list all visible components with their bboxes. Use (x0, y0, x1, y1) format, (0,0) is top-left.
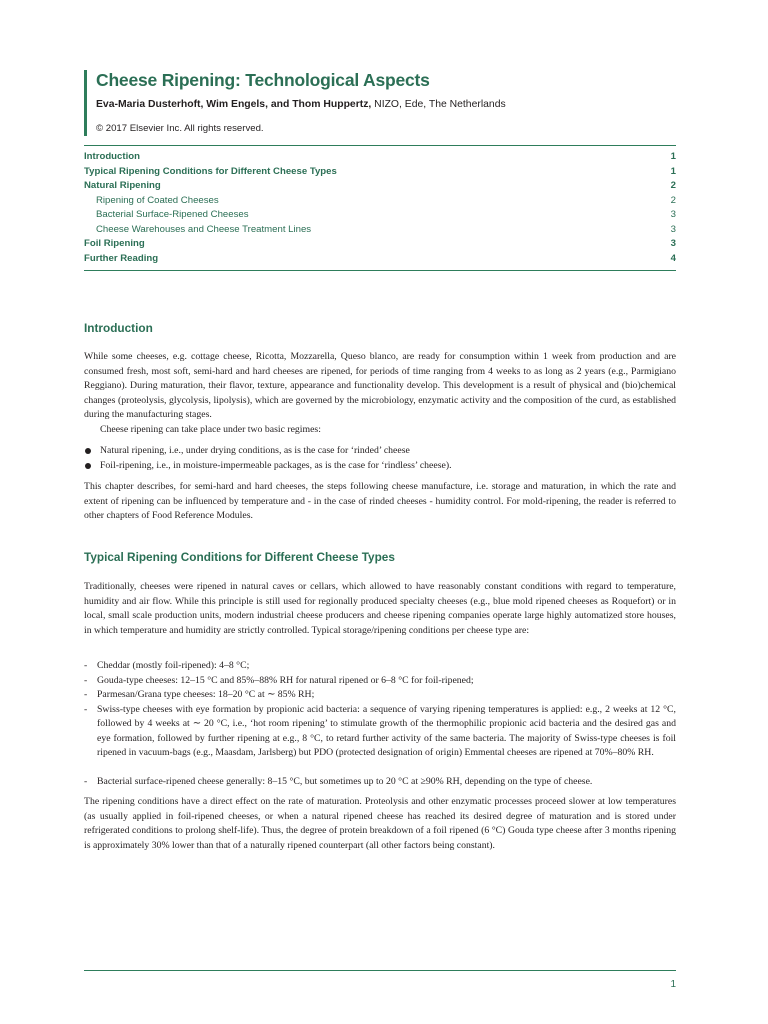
author-names: Eva-Maria Dusterhoft, Wim Engels, and Thom Huppertz, (96, 99, 372, 110)
toc-item-introduction[interactable] (84, 151, 676, 165)
author-affiliation: NIZO, Ede, The Netherlands (371, 99, 506, 110)
toc-label: Bacterial Surface-Ripened Cheeses (96, 209, 249, 220)
dash-marker: - (84, 776, 88, 787)
list-item-text: Gouda-type cheeses: 12–15 °C and 85%–88% RH for natural ripened or 6–8 °C for foil-ripened; (97, 674, 474, 686)
paragraph: Traditionally, cheeses were ripened in natural caves or cellars, which allowed to have reasonably constant conditions with regard to temperature, humidity and air flow. While this principle is still used for regionally produced specialty cheeses (e.g., blue mold ripened cheeses as Roquefort) or in local, small scale production units, modern industrial cheese producers and cheese ripening companies operate large highly automatized store houses, in which temperature and humidity are strictly controlled. Typical storage/ripening conditions per cheese type are: (84, 581, 676, 636)
toc-page: 2 (670, 180, 676, 191)
toc-item-natural-ripening[interactable] (84, 180, 676, 194)
list-item-text: Parmesan/Grana type cheeses: 18–20 °C at ∼ 85% RH; (97, 689, 315, 700)
bullet-icon (85, 448, 91, 454)
toc-label: Cheese Warehouses and Cheese Treatment Lines (96, 223, 312, 235)
paragraph: While some cheeses, e.g. cottage cheese, Ricotta, Mozzarella, Queso blanco, are ready for consumption within 1 week from production and are consumed fresh, most soft, semi-hard and hard cheeses are ripened, for periods of time ranging from 4 weeks to as long as 2 years (e.g., Parmigiano Reggiano). During maturation, their flavor, texture, appearance and functionality develop. This development is a result of physical and (bio)chemical changes (proteolysis, glycolysis, lipolysis), which are governed by the microbiology, enzymatic activity and the composition of the curd, as established during the manufacturing stages. (84, 351, 676, 420)
toc-label: Introduction (84, 151, 140, 162)
toc-page: 2 (670, 194, 676, 206)
toc-item-surface-ripened[interactable] (84, 209, 676, 223)
list-item-text: Swiss-type cheeses with eye formation by propionic acid bacteria: a sequence of varying ripening temperatures is applied: e.g., 2 weeks at 12 °C, followed by 4 weeks at ∼ 20 °C, i.e., ‘hot room ripening’ to stimulate growth of the thermophilic propionic acid bacteria and the desired gas and eye formation, followed by further ripening at e.g., 8 °C, to retard further activity of the same bacteria. The majority of Swiss-type cheeses is foil ripened in vacuum-bags (e.g., Maasdam, Jarlsberg) but PDO (protected designation of origin) Emmental cheeses are ripened at 70%–80% RH. (97, 703, 676, 758)
article-title: Cheese Ripening: Technological Aspects (96, 70, 430, 90)
page-number: 1 (670, 979, 676, 990)
section-heading-introduction: Introduction (84, 321, 153, 335)
list-item-text: Natural ripening, i.e., under drying conditions, as is the case for ‘rinded’ cheese (100, 445, 410, 456)
toc-label: Natural Ripening (84, 180, 161, 191)
toc-label: Further Reading (84, 252, 159, 264)
toc-page: 3 (670, 209, 676, 220)
toc-item-typical-ripening[interactable] (84, 166, 676, 180)
paragraph: Cheese ripening can take place under two basic regimes: (100, 424, 321, 435)
dash-marker: - (84, 703, 88, 715)
toc-item-coated-cheeses[interactable] (84, 195, 676, 209)
toc-page: 4 (670, 252, 676, 264)
footer-rule (84, 970, 676, 971)
copyright-notice: © 2017 Elsevier Inc. All rights reserved. (96, 123, 264, 134)
paragraph: The ripening conditions have a direct effect on the rate of maturation. Proteolysis and other enzymatic processes proceed slower at low temperatures (as usually applied in foil-ripened cheeses, or when a natural ripened cheese has reached its desired degree of maturation and is stored under refrigerated conditions to prolong shelf-life). Thus, the degree of protein breakdown of a foil ripened (6 °C) Gouda type cheese after 3 months ripening is approximately 30% lower than that of a naturally ripened counterpart (all other factors being constant). (84, 796, 676, 851)
paragraph: This chapter describes, for semi-hard and hard cheeses, the steps following cheese manufacture, i.e. storage and maturation, in which the rate and extent of ripening can be influenced by temperature and - in the case of rinded cheeses - humidity control. For mold-ripening, the reader is referred to other chapters of Food Reference Modules. (84, 481, 676, 521)
toc-page: 3 (670, 238, 676, 249)
toc-item-foil-ripening[interactable] (84, 238, 676, 252)
dash-marker: - (84, 689, 88, 700)
dash-marker: - (84, 660, 88, 671)
author-line (96, 99, 506, 110)
toc-label: Typical Ripening Conditions for Different Cheese Types (84, 165, 337, 177)
toc-label: Ripening of Coated Cheeses (96, 194, 219, 206)
toc-page: 3 (670, 223, 676, 235)
toc-item-further-reading[interactable] (84, 253, 676, 267)
toc-page: 1 (670, 151, 676, 162)
toc-label: Foil Ripening (84, 238, 145, 249)
header-accent-bar (84, 70, 87, 136)
section-heading-typical-ripening: Typical Ripening Conditions for Different Cheese Types (84, 550, 395, 564)
list-item-text: Foil-ripening, i.e., in moisture-impermeable packages, as is the case for ‘rindless’ cheese). (100, 460, 452, 471)
list-item-text: Bacterial surface-ripened cheese generally: 8–15 °C, but sometimes up to 20 °C at ≥90% RH, depending on the type of cheese. (97, 776, 593, 787)
dash-marker: - (84, 674, 88, 686)
table-of-contents (84, 145, 676, 271)
toc-page: 1 (670, 165, 676, 177)
toc-item-warehouses[interactable] (84, 224, 676, 238)
bullet-icon (85, 463, 91, 469)
list-item-text: Cheddar (mostly foil-ripened): 4–8 °C; (97, 660, 250, 671)
